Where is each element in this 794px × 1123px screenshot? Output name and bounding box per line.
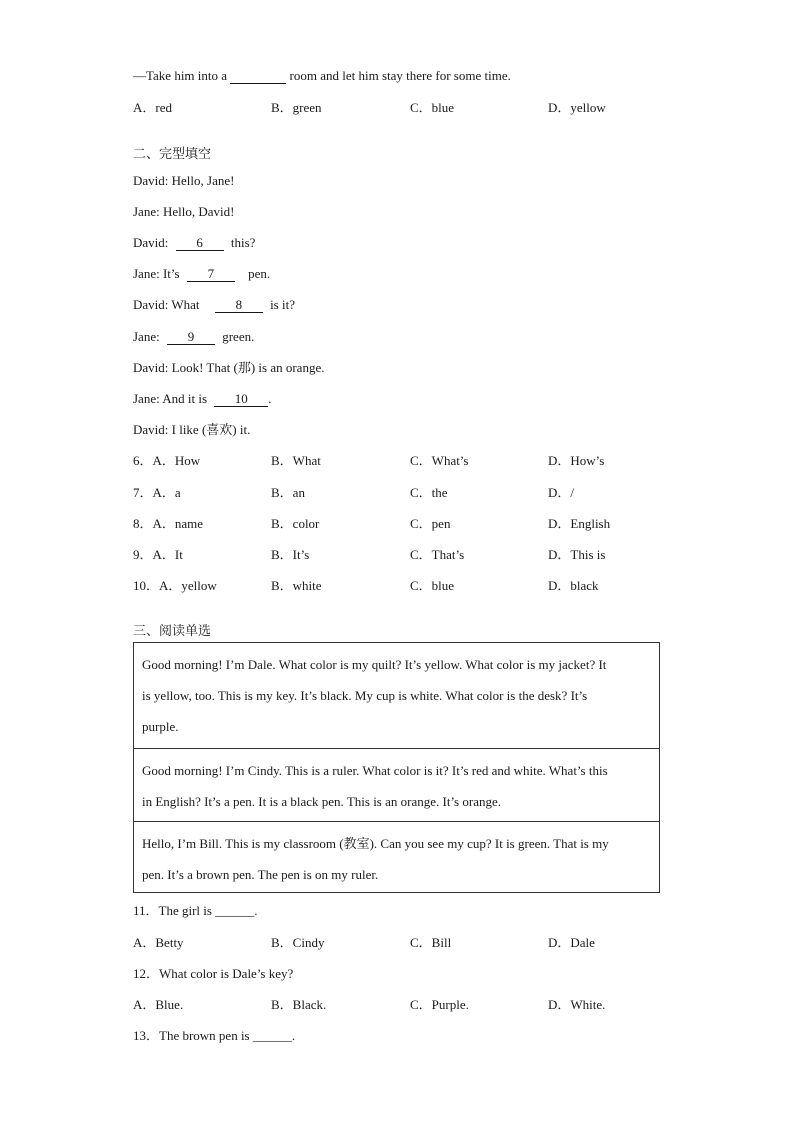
passage-dale bbox=[134, 643, 659, 749]
q12-option-c: C．Purple. bbox=[410, 997, 469, 1012]
q8-option-b: B．color bbox=[271, 516, 320, 531]
dialogue-text: David: Look! That (那) is an orange. bbox=[133, 360, 325, 375]
q7-option-c: C．the bbox=[410, 485, 448, 500]
dialogue-text: . bbox=[268, 391, 272, 406]
q5-stem bbox=[133, 68, 511, 84]
passage-cindy bbox=[134, 749, 659, 822]
dialogue-text: this? bbox=[230, 235, 256, 250]
passage-table bbox=[133, 642, 660, 893]
q12-option-a: A．Blue. bbox=[133, 997, 184, 1012]
q10-option-a: 10．A．yellow bbox=[133, 578, 217, 593]
q5-stem-post: room and let him stay there for some time. bbox=[289, 68, 511, 83]
section3-heading: 三、阅读单选 bbox=[133, 624, 212, 639]
passage-line: Hello, I’m Bill. This is my classroom (教室). Can you see my cup? It is green. That is my bbox=[142, 836, 609, 851]
q12-option-d: D．White. bbox=[548, 997, 606, 1012]
q11-option-a: A．Betty bbox=[133, 935, 184, 950]
dialogue-line-3 bbox=[133, 235, 255, 251]
q9-option-c: C．That’s bbox=[410, 547, 465, 562]
q5-option-a: A．red bbox=[133, 100, 172, 115]
passage-line: pen. It’s a brown pen. The pen is on my ruler. bbox=[142, 867, 379, 882]
q6-option-d: D．How’s bbox=[548, 453, 605, 468]
q5-blank bbox=[230, 69, 286, 84]
dialogue-line-2 bbox=[133, 204, 234, 220]
q13-stem: 13．The brown pen is ______. bbox=[133, 1028, 296, 1043]
q6-option-a: 6．A．How bbox=[133, 453, 201, 468]
q5-option-d: D．yellow bbox=[548, 100, 606, 115]
blank-6: 6 bbox=[176, 236, 224, 251]
q7-option-b: B．an bbox=[271, 485, 305, 500]
dialogue-text: David: What bbox=[133, 297, 200, 312]
q9-option-d: D．This is bbox=[548, 547, 606, 562]
dialogue-text: green. bbox=[222, 329, 255, 344]
dialogue-text: David: I like (喜欢) it. bbox=[133, 422, 251, 437]
q5-stem-pre: —Take him into a bbox=[133, 68, 228, 83]
dialogue-text: pen. bbox=[248, 266, 271, 281]
dialogue-line-1 bbox=[133, 173, 234, 189]
dialogue-line-7 bbox=[133, 360, 324, 376]
q11-option-b: B．Cindy bbox=[271, 935, 325, 950]
dialogue-text: David: Hello, Jane! bbox=[133, 173, 235, 188]
passage-line: purple. bbox=[142, 719, 179, 734]
q7-option-d: D．/ bbox=[548, 485, 575, 500]
dialogue-text: Jane: Hello, David! bbox=[133, 204, 235, 219]
q9-option-a: 9．A．It bbox=[133, 547, 183, 562]
q11-option-d: D．Dale bbox=[548, 935, 595, 950]
dialogue-line-8 bbox=[133, 391, 272, 407]
dialogue-text: Jane: bbox=[133, 329, 160, 344]
passage-line: Good morning! I’m Dale. What color is my quilt? It’s yellow. What color is my jacket? It bbox=[142, 657, 607, 672]
blank-7: 7 bbox=[187, 267, 235, 282]
passage-line: Good morning! I’m Cindy. This is a ruler. What color is it? It’s red and white. What’s this bbox=[142, 763, 608, 778]
passage-line: in English? It’s a pen. It is a black pen. This is an orange. It’s orange. bbox=[142, 794, 501, 809]
q6-option-c: C．What’s bbox=[410, 453, 469, 468]
passage-bill bbox=[134, 822, 659, 892]
blank-8: 8 bbox=[215, 298, 263, 313]
dialogue-line-9 bbox=[133, 422, 250, 438]
q5-option-c: C．blue bbox=[410, 100, 455, 115]
blank-10: 10 bbox=[214, 392, 268, 407]
q6-option-b: B．What bbox=[271, 453, 321, 468]
q11-stem: 11．The girl is ______. bbox=[133, 903, 258, 918]
passage-line: is yellow, too. This is my key. It’s black. My cup is white. What color is the desk? It’s bbox=[142, 688, 588, 703]
q8-option-d: D．English bbox=[548, 516, 611, 531]
dialogue-text: Jane: And it is bbox=[133, 391, 208, 406]
q12-stem: 12．What color is Dale’s key? bbox=[133, 966, 294, 981]
q10-option-c: C．blue bbox=[410, 578, 455, 593]
dialogue-line-6 bbox=[133, 329, 254, 345]
q12-option-b: B．Black. bbox=[271, 997, 327, 1012]
q10-option-d: D．black bbox=[548, 578, 599, 593]
q7-option-a: 7．A．a bbox=[133, 485, 181, 500]
q9-option-b: B．It’s bbox=[271, 547, 310, 562]
section2-heading: 二、完型填空 bbox=[133, 147, 212, 162]
q8-option-a: 8．A．name bbox=[133, 516, 204, 531]
dialogue-text: is it? bbox=[270, 297, 295, 312]
q11-option-c: C．Bill bbox=[410, 935, 452, 950]
dialogue-line-5 bbox=[133, 297, 295, 313]
blank-9: 9 bbox=[167, 330, 215, 345]
q8-option-c: C．pen bbox=[410, 516, 451, 531]
q5-option-b: B．green bbox=[271, 100, 322, 115]
dialogue-text: Jane: It’s bbox=[133, 266, 180, 281]
q10-option-b: B．white bbox=[271, 578, 322, 593]
dialogue-line-4 bbox=[133, 266, 270, 282]
dialogue-text: David: bbox=[133, 235, 169, 250]
